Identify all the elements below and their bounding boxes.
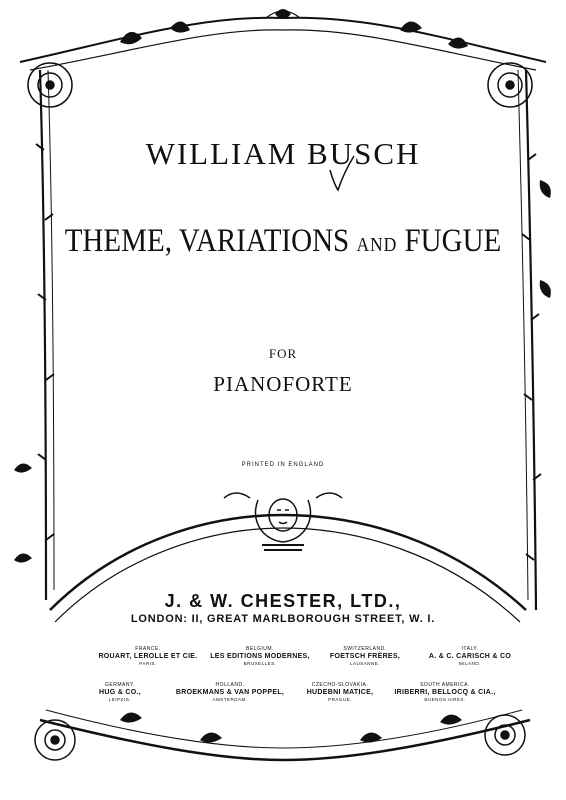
agent-city: AMSTERDAM.	[212, 697, 248, 702]
agent-city: LAUSANNE.	[349, 661, 380, 666]
agent-city: BRUXELLES.	[243, 661, 277, 666]
agent-name: LES EDITIONS MODERNES,	[210, 653, 310, 660]
agent-name: A. & C. CARISCH & CO	[428, 653, 512, 660]
title-part-2: FUGUE	[397, 223, 502, 259]
for-label: FOR	[268, 346, 298, 361]
agent-country: ITALY.	[461, 646, 479, 652]
agent-city: BUENOS AIRES.	[424, 697, 466, 702]
agent-country: CZECHO-SLOVAKIA.	[311, 682, 369, 688]
agent-holland	[155, 682, 305, 702]
agent-switzerland	[315, 646, 415, 666]
publisher-name: J. & W. CHESTER, LTD.,	[164, 591, 402, 611]
agent-country: FRANCE.	[135, 646, 161, 652]
title-part-1: THEME, VARIATIONS	[64, 223, 357, 259]
agent-city: MILANO.	[458, 661, 481, 666]
agent-city: PRAGUE.	[328, 697, 352, 702]
agent-name: BROEKMANS & VAN POPPEL,	[175, 689, 285, 696]
agent-name: ROUART, LEROLLE ET CIE.	[98, 653, 198, 660]
title-and: AND	[356, 234, 398, 256]
agent-czechoslovakia	[285, 682, 395, 702]
agent-belgium	[205, 646, 315, 666]
agent-name: HUG & CO.,	[99, 689, 141, 696]
work-title	[34, 223, 532, 260]
agent-country: BELGIUM.	[246, 646, 274, 652]
agent-city: PARIS.	[139, 661, 157, 666]
agent-south-america	[385, 682, 505, 702]
composer-name: WILLIAM BUSCH	[145, 136, 421, 171]
instrument-label: PIANOFORTE	[213, 372, 353, 396]
agent-country: SOUTH AMERICA.	[420, 682, 470, 688]
agent-name: IRIBERRI, BELLOCQ & CIA.,	[394, 689, 496, 696]
publisher-address: LONDON: II, GREAT MARLBOROUGH STREET, W. I.	[130, 613, 436, 625]
lyre-mask-crest-icon	[224, 493, 342, 550]
agent-country: HOLLAND.	[215, 682, 245, 688]
agent-italy	[420, 646, 520, 666]
agent-city: LEIPZIG.	[108, 697, 132, 702]
agent-name: FOETSCH FRÈRES,	[329, 653, 401, 660]
agent-country: GERMANY.	[104, 682, 136, 688]
printed-note: PRINTED IN ENGLAND	[241, 462, 325, 468]
agent-france	[93, 646, 203, 666]
agent-name: HUDEBNI MATICE,	[306, 689, 374, 696]
agent-country: SWITZERLAND.	[343, 646, 387, 652]
